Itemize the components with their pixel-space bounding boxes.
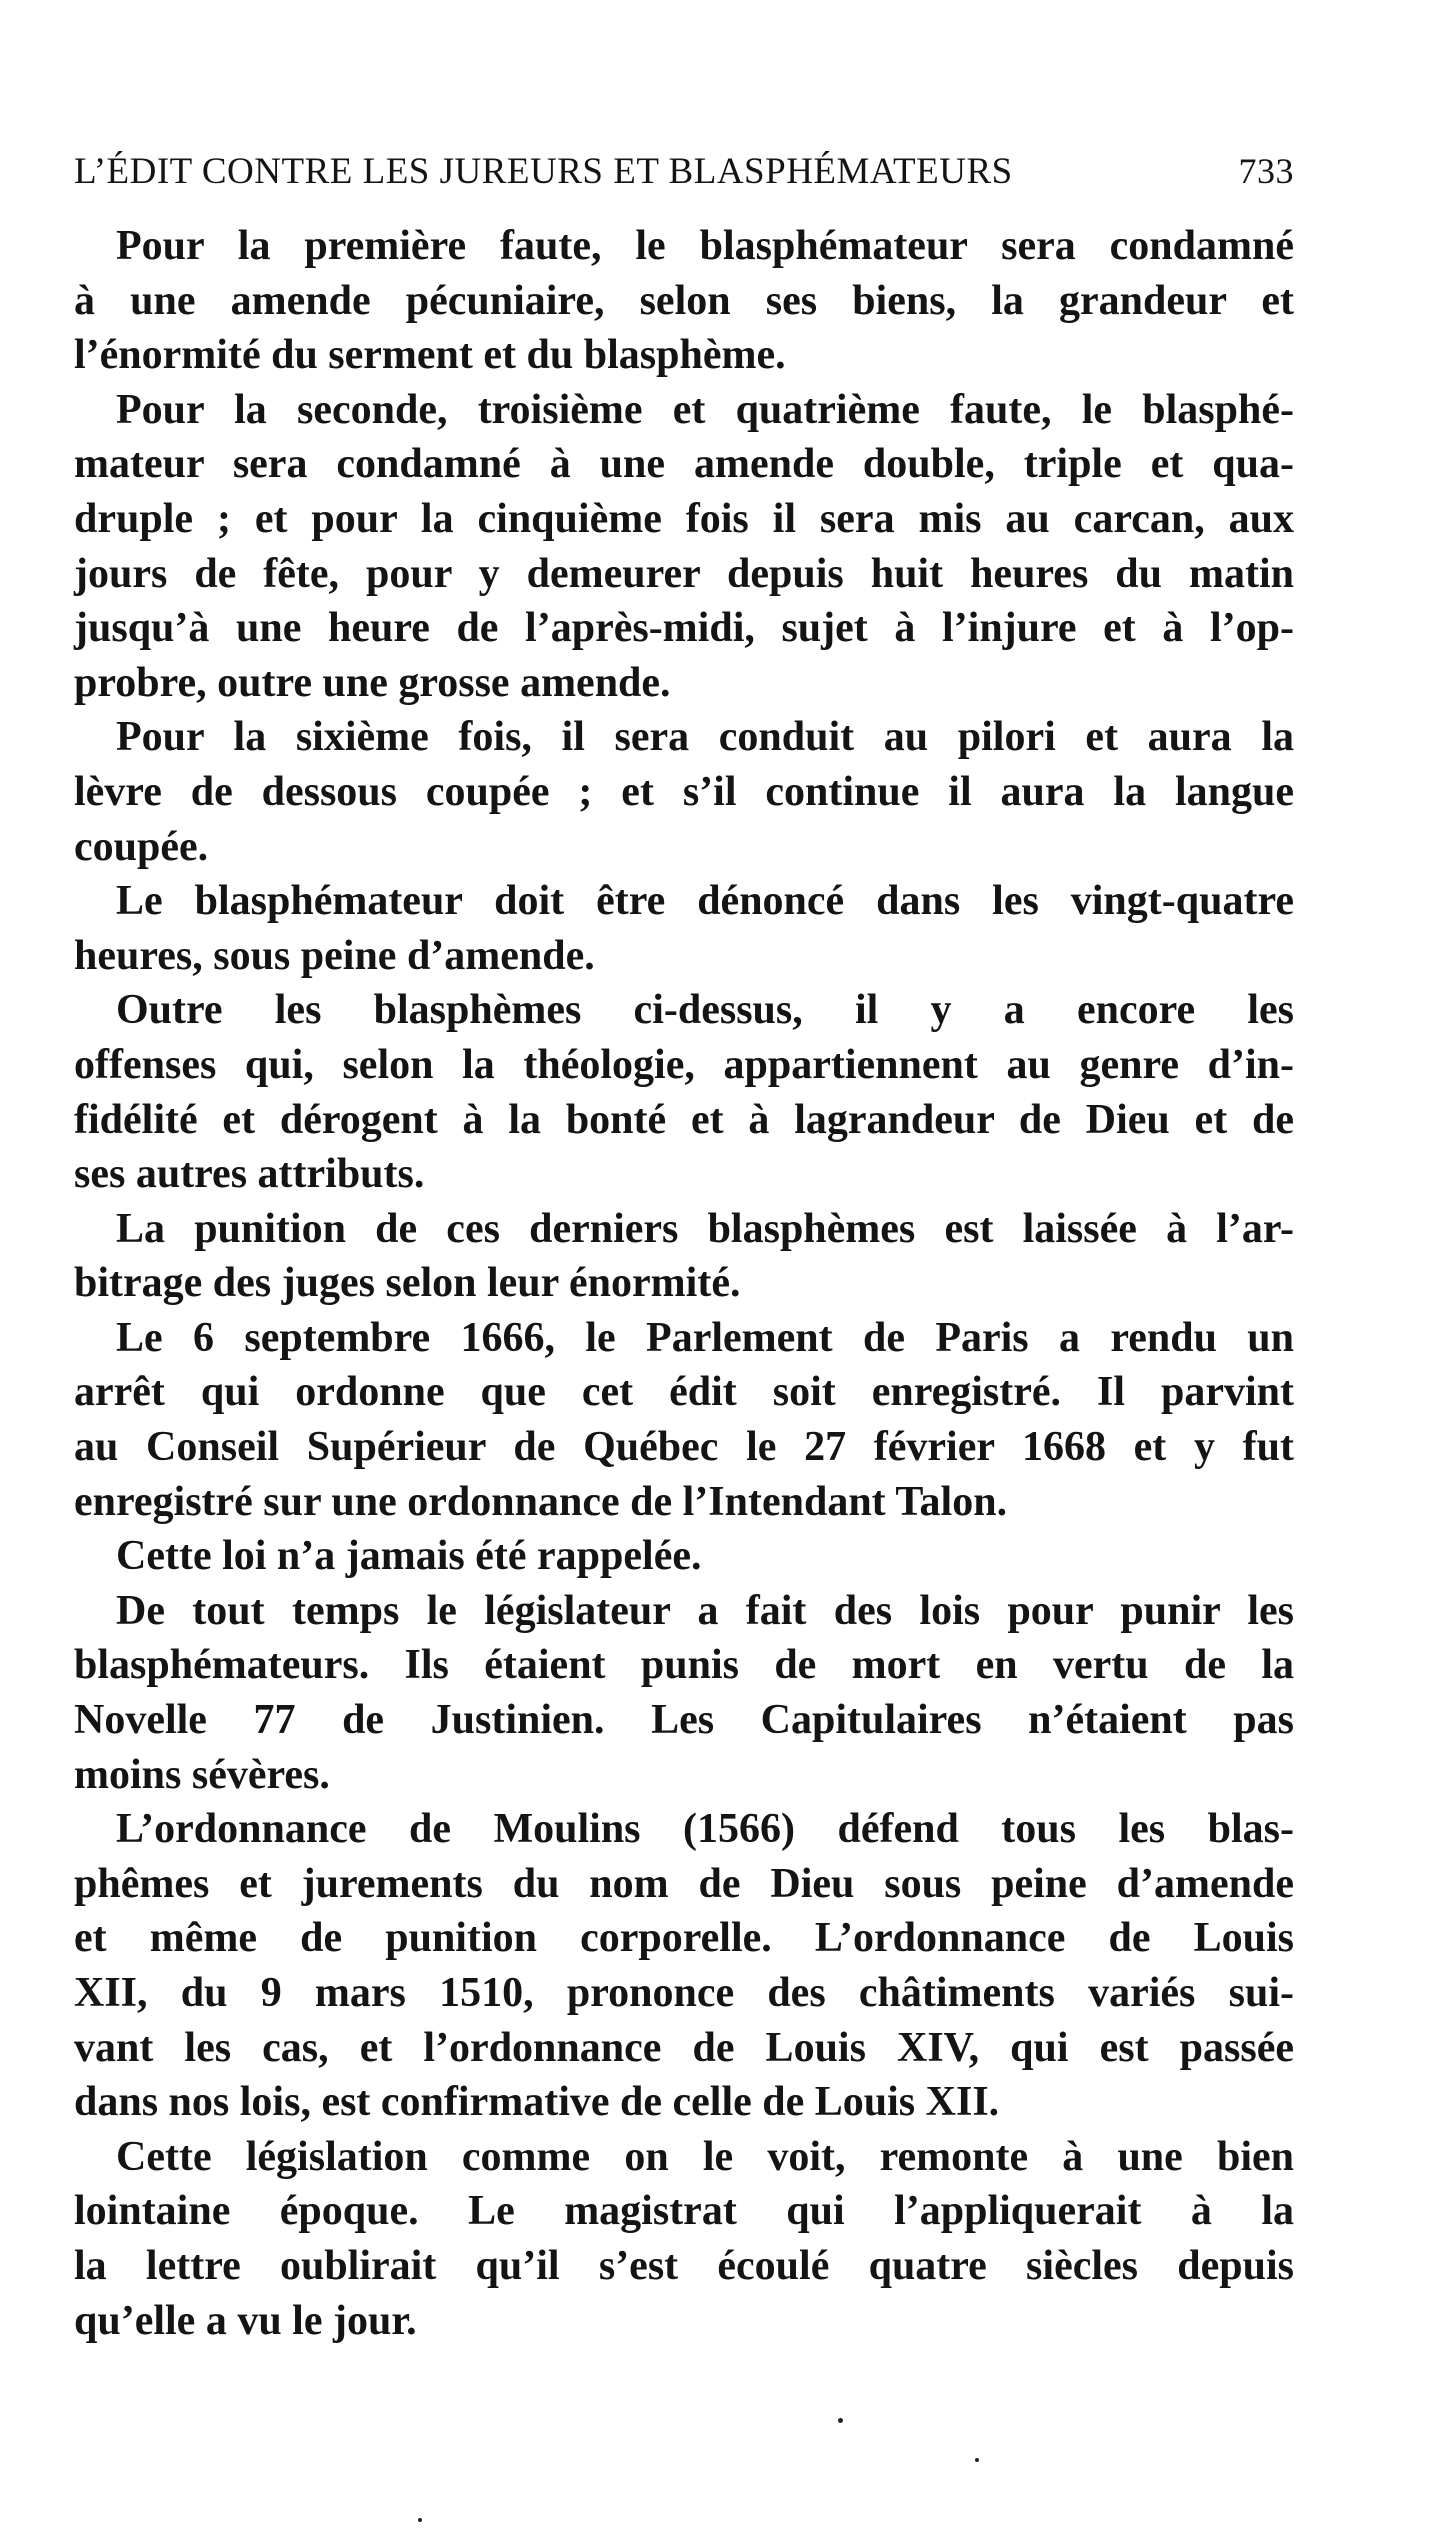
text-line: et même de punition corporelle. L’ordonnance de Louis — [74, 1915, 1294, 1962]
body-text — [74, 219, 1294, 2348]
text-line: lointaine époque. Le magistrat qui l’appliquerait à la — [74, 2188, 1294, 2235]
paragraph-7 — [74, 1311, 1294, 1529]
text-line: offenses qui, selon la théologie, appartiennent au genre d’in- — [74, 1041, 1294, 1088]
text-line: blasphémateurs. Ils étaient punis de mort en vertu de la — [74, 1642, 1294, 1689]
text-line: mateur sera condamné à une amende double, triple et qua- — [74, 441, 1294, 488]
running-title: L’ÉDIT CONTRE LES JUREURS ET BLASPHÉMATEURS — [74, 151, 1013, 192]
text-line: la lettre oublirait qu’il s’est écoulé quatre siècles depuis — [74, 2242, 1294, 2289]
text-line: arrêt qui ordonne que cet édit soit enregistré. Il parvint — [74, 1369, 1294, 1416]
text-line: Cette loi n’a jamais été rappelée. — [116, 1533, 702, 1580]
text-line: fidélité et dérogent à la bonté et à lagrandeur de Dieu et de — [74, 1096, 1294, 1143]
text-line: Le 6 septembre 1666, le Parlement de Paris a rendu un — [116, 1314, 1294, 1361]
text-line: Outre les blasphèmes ci-dessus, il y a encore les — [116, 987, 1294, 1034]
print-speck — [418, 2518, 422, 2522]
paragraph-8 — [74, 1529, 1294, 1584]
text-line: au Conseil Supérieur de Québec le 27 février 1668 et y fut — [74, 1424, 1294, 1471]
text-line: à une amende pécuniaire, selon ses biens, la grandeur et — [74, 277, 1294, 324]
text-line: heures, sous peine d’amende. — [74, 932, 595, 979]
text-line: Le blasphémateur doit être dénoncé dans les vingt-quatre — [116, 878, 1294, 925]
text-line: L’ordonnance de Moulins (1566) défend tous les blas- — [116, 1806, 1294, 1853]
text-line: XII, du 9 mars 1510, prononce des châtiments variés sui- — [74, 1970, 1294, 2016]
text-line: probre, outre une grosse amende. — [74, 659, 671, 706]
paragraph-11 — [74, 2130, 1294, 2348]
print-speck — [975, 2458, 979, 2462]
running-header — [74, 150, 1294, 193]
text-line: dans nos lois, est confirmative de celle de Louis XII. — [74, 2079, 1000, 2126]
paragraph-6 — [74, 1202, 1294, 1311]
paragraph-9 — [74, 1584, 1294, 1802]
text-line: jours de fête, pour y demeurer depuis huit heures du matin — [74, 550, 1294, 597]
paragraph-5 — [74, 983, 1294, 1201]
book-page — [74, 150, 1294, 2348]
text-line: jusqu’à une heure de l’après-midi, sujet à l’injure et à l’op- — [74, 605, 1294, 652]
text-line: Pour la sixième fois, il sera conduit au pilori et aura la — [116, 714, 1294, 761]
text-line: vant les cas, et l’ordonnance de Louis XIV, qui est passée — [74, 2024, 1294, 2071]
text-line: De tout temps le législateur a fait des lois pour punir les — [116, 1587, 1294, 1634]
text-line: ses autres attributs. — [74, 1151, 425, 1198]
paragraph-10 — [74, 1802, 1294, 2130]
text-line: Novelle 77 de Justinien. Les Capitulaires n’étaient pas — [74, 1697, 1294, 1744]
text-line: lèvre de dessous coupée ; et s’il continue il aura la langue — [74, 768, 1294, 815]
text-line: Pour la seconde, troisième et quatrième faute, le blasphé- — [116, 386, 1294, 433]
text-line: bitrage des juges selon leur énormité. — [74, 1260, 741, 1307]
text-line: phêmes et jurements du nom de Dieu sous peine d’amende — [74, 1860, 1294, 1907]
paragraph-4 — [74, 874, 1294, 983]
text-line: Cette législation comme on le voit, remonte à une bien — [116, 2133, 1294, 2180]
paragraph-1 — [74, 219, 1294, 383]
print-speck — [838, 2418, 843, 2423]
text-line: qu’elle a vu le jour. — [74, 2297, 417, 2344]
text-line: coupée. — [74, 823, 209, 870]
paragraph-2 — [74, 383, 1294, 711]
text-line: moins sévères. — [74, 1751, 330, 1798]
text-line: druple ; et pour la cinquième fois il sera mis au carcan, aux — [74, 495, 1294, 542]
text-line: enregistré sur une ordonnance de l’Intendant Talon. — [74, 1478, 1008, 1525]
page-number: 733 — [1238, 151, 1294, 191]
text-line: Pour la première faute, le blasphémateur sera condamné — [116, 223, 1294, 269]
text-line: La punition de ces derniers blasphèmes est laissée à l’ar- — [116, 1205, 1294, 1252]
text-line: l’énormité du serment et du blasphème. — [74, 332, 786, 379]
paragraph-3 — [74, 710, 1294, 874]
